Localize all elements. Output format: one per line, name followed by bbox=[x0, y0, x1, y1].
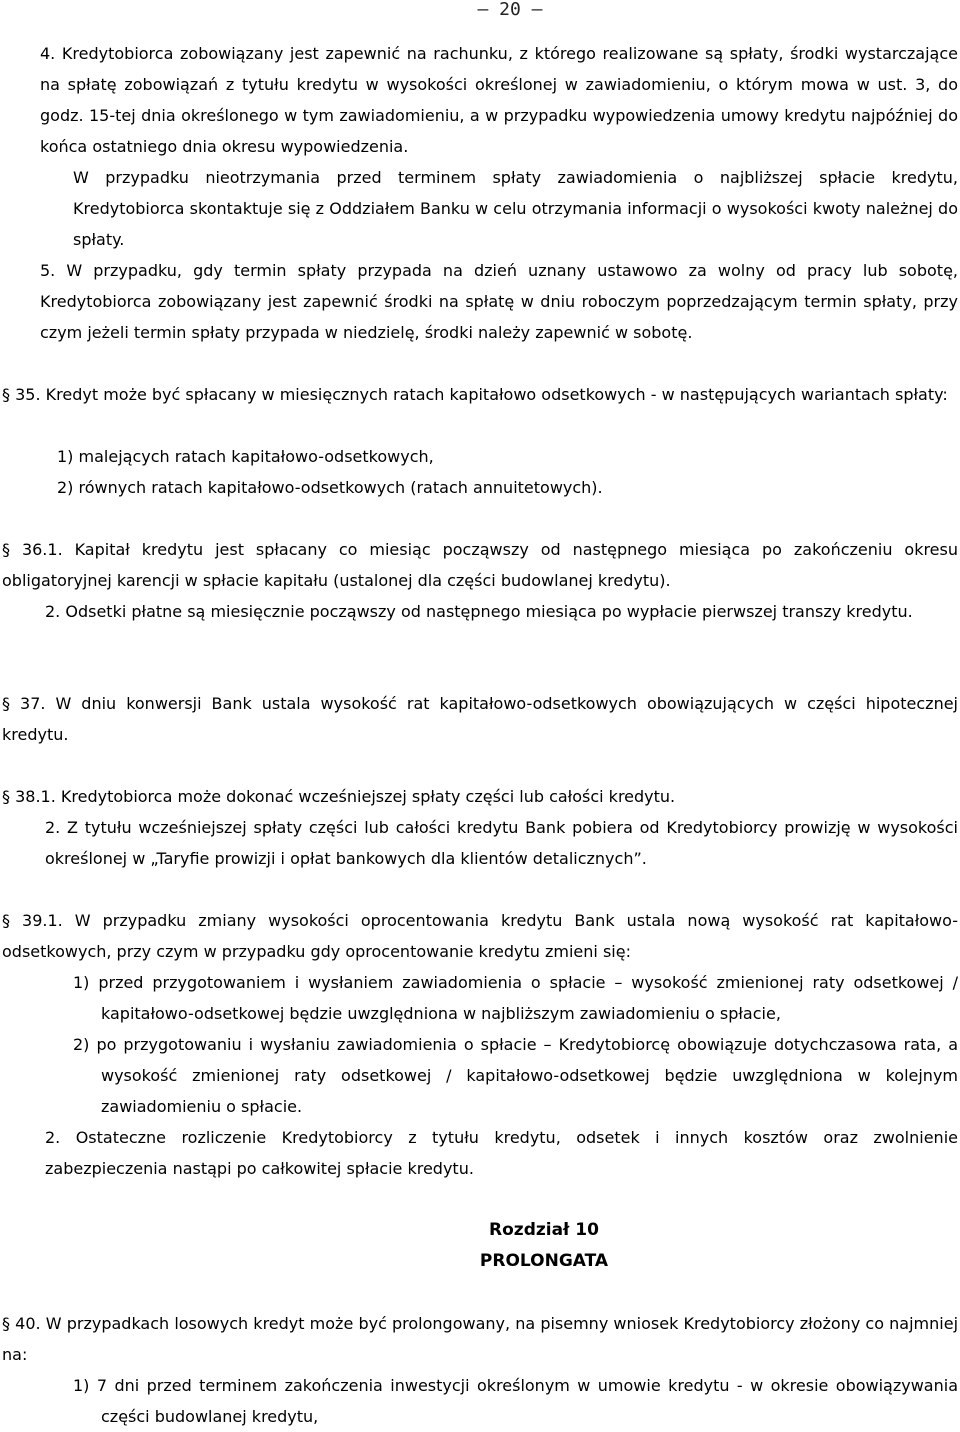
section-39-subpoint-1 bbox=[73, 967, 958, 1029]
paragraph bbox=[2, 1308, 958, 1370]
paragraph bbox=[40, 255, 958, 348]
paragraph: W przypadku nieotrzymania przed terminem spłaty zawiadomienia o najbliższej spłacie kredytu, Kredytobiorca skontaktuje się z Oddziałem Banku w celu otrzymania informacji o wysokości kwoty należnej do spłaty. bbox=[73, 168, 958, 249]
paragraph bbox=[73, 967, 958, 1029]
chapter-title: Rozdział 10 bbox=[489, 1220, 599, 1240]
subpoint-text: po przygotowaniu i wysłaniu zawiadomienia o spłacie – Kredytobiorcę obowiązuje dotychczasowa rata, a wysokość zmienionej raty odsetkowej / kapitałowo-odsetkowej będzie uwzględniona w kolejnym zawiadomieniu o spłacie. bbox=[96, 1035, 958, 1116]
point-number: 2. bbox=[45, 818, 61, 837]
paragraph bbox=[45, 812, 958, 874]
point-text: Ostateczne rozliczenie Kredytobiorcy z tytułu kredytu, odsetek i innych kosztów oraz zwolnienie zabezpieczenia nastąpi po całkowitej spłacie kredytu. bbox=[45, 1128, 958, 1178]
list-item: 2) równych ratach kapitałowo-odsetkowych (ratach annuitetowych). bbox=[57, 478, 603, 497]
section-number: 35. bbox=[15, 385, 41, 404]
section-38 bbox=[2, 781, 958, 812]
paragraph bbox=[73, 1370, 958, 1432]
paragraph bbox=[2, 379, 958, 410]
section-sign: § bbox=[2, 787, 10, 806]
section-36-point-2 bbox=[45, 596, 958, 627]
section-37 bbox=[2, 688, 958, 750]
paragraph bbox=[45, 596, 958, 627]
section-number: 38.1. bbox=[15, 787, 56, 806]
section-sign: § bbox=[2, 540, 10, 559]
section-number: 36.1. bbox=[21, 540, 63, 559]
paragraph bbox=[2, 781, 958, 812]
point-number: 4. bbox=[40, 44, 56, 63]
section-sign: § bbox=[2, 1314, 10, 1333]
section-text: W przypadku zmiany wysokości oprocentowania kredytu Bank ustala nową wysokość rat kapitałowo-odsetkowych, przy czym w przypadku gdy oprocentowanie kredytu zmieni się: bbox=[2, 911, 959, 961]
section-35 bbox=[2, 379, 958, 410]
paragraph bbox=[2, 534, 958, 596]
section-sign: § bbox=[2, 911, 10, 930]
point-number: 5. bbox=[40, 261, 56, 280]
subpoint-text: 7 dni przed terminem zakończenia inwestycji określonym w umowie kredytu - w okresie obowiązywania części budowlanej kredytu, bbox=[96, 1376, 958, 1426]
point-text: W przypadku, gdy termin spłaty przypada na dzień uznany ustawowo za wolny od pracy lub sobotę, Kredytobiorca zobowiązany jest zapewnić środki na spłatę w dniu roboczym poprzedzającym termin spłaty, przy czym jeżeli termin spłaty przypada w niedzielę, środki należy zapewnić w sobotę. bbox=[40, 261, 958, 342]
paragraph bbox=[2, 688, 958, 750]
section-40-subpoint-1 bbox=[73, 1370, 958, 1432]
section-38-point-2 bbox=[45, 812, 958, 874]
section-number: 39.1. bbox=[22, 911, 63, 930]
section-number: 37. bbox=[20, 694, 46, 713]
subpoint-number: 1) bbox=[73, 973, 90, 992]
section-text: Kredytobiorca może dokonać wcześniejszej spłaty części lub całości kredytu. bbox=[60, 787, 676, 806]
point-text: Kredytobiorca zobowiązany jest zapewnić na rachunku, z którego realizowane są spłaty, środki wystarczające na spłatę zobowiązań z tytułu kredytu w wysokości określonej w zawiadomieniu, o którym mowa w ust. 3, do godz. 15-tej dnia określonego w tym zawiadomieniu, a w przypadku wypowiedzenia umowy kredytu najpóźniej do końca ostatniego dnia okresu wypowiedzenia. bbox=[40, 44, 958, 156]
section-text: Kredyt może być spłacany w miesięcznych ratach kapitałowo odsetkowych - w następujących wariantach spłaty: bbox=[45, 385, 948, 404]
point-text: Z tytułu wcześniejszej spłaty części lub całości kredytu Bank pobiera od Kredytobiorcy prowizję w wysokości określonej w „Taryfie prowizji i opłat bankowych dla klientów detalicznych”. bbox=[45, 818, 958, 868]
section-36 bbox=[2, 534, 958, 596]
page-number: – 20 – bbox=[477, 0, 543, 20]
section-text: W dniu konwersji Bank ustala wysokość rat kapitałowo-odsetkowych obowiązujących w części hipotecznej kredytu. bbox=[2, 694, 958, 744]
chapter-subtitle: PROLONGATA bbox=[479, 1251, 609, 1271]
list-item: 1) malejących ratach kapitałowo-odsetkowych, bbox=[57, 447, 434, 466]
point-number: 2. bbox=[45, 602, 61, 621]
section-text: W przypadkach losowych kredyt może być prolongowany, na pisemny wniosek Kredytobiorcy złożony co najmniej na: bbox=[2, 1314, 959, 1364]
section-sign: § bbox=[2, 385, 10, 404]
paragraph bbox=[2, 905, 958, 967]
point-text: Odsetki płatne są miesięcznie począwszy od następnego miesiąca po wypłacie pierwszej transzy kredytu. bbox=[65, 602, 913, 621]
section-number: 40. bbox=[15, 1314, 41, 1333]
section-34-point-4 bbox=[40, 38, 958, 162]
section-39-point-2 bbox=[45, 1122, 958, 1184]
section-34-point-4-continuation bbox=[73, 162, 958, 255]
paragraph bbox=[40, 38, 958, 162]
paragraph bbox=[73, 1029, 958, 1122]
paragraph bbox=[45, 1122, 958, 1184]
section-34-point-5 bbox=[40, 255, 958, 348]
section-35-list bbox=[57, 441, 957, 503]
section-39-subpoint-2 bbox=[73, 1029, 958, 1122]
section-sign: § bbox=[2, 694, 10, 713]
section-40 bbox=[2, 1308, 958, 1370]
section-text: Kapitał kredytu jest spłacany co miesiąc począwszy od następnego miesiąca po zakończeniu okresu obligatoryjnej karencji w spłacie kapitału (ustalonej dla części budowlanej kredytu). bbox=[2, 540, 959, 590]
subpoint-text: przed przygotowaniem i wysłaniem zawiadomienia o spłacie – wysokość zmienionej raty odsetkowej / kapitałowo-odsetkowej będzie uwzględniona w najbliższym zawiadomieniu o spłacie, bbox=[98, 973, 959, 1023]
subpoint-number: 2) bbox=[73, 1035, 90, 1054]
subpoint-number: 1) bbox=[73, 1376, 90, 1395]
point-number: 2. bbox=[45, 1128, 61, 1147]
section-39 bbox=[2, 905, 958, 967]
